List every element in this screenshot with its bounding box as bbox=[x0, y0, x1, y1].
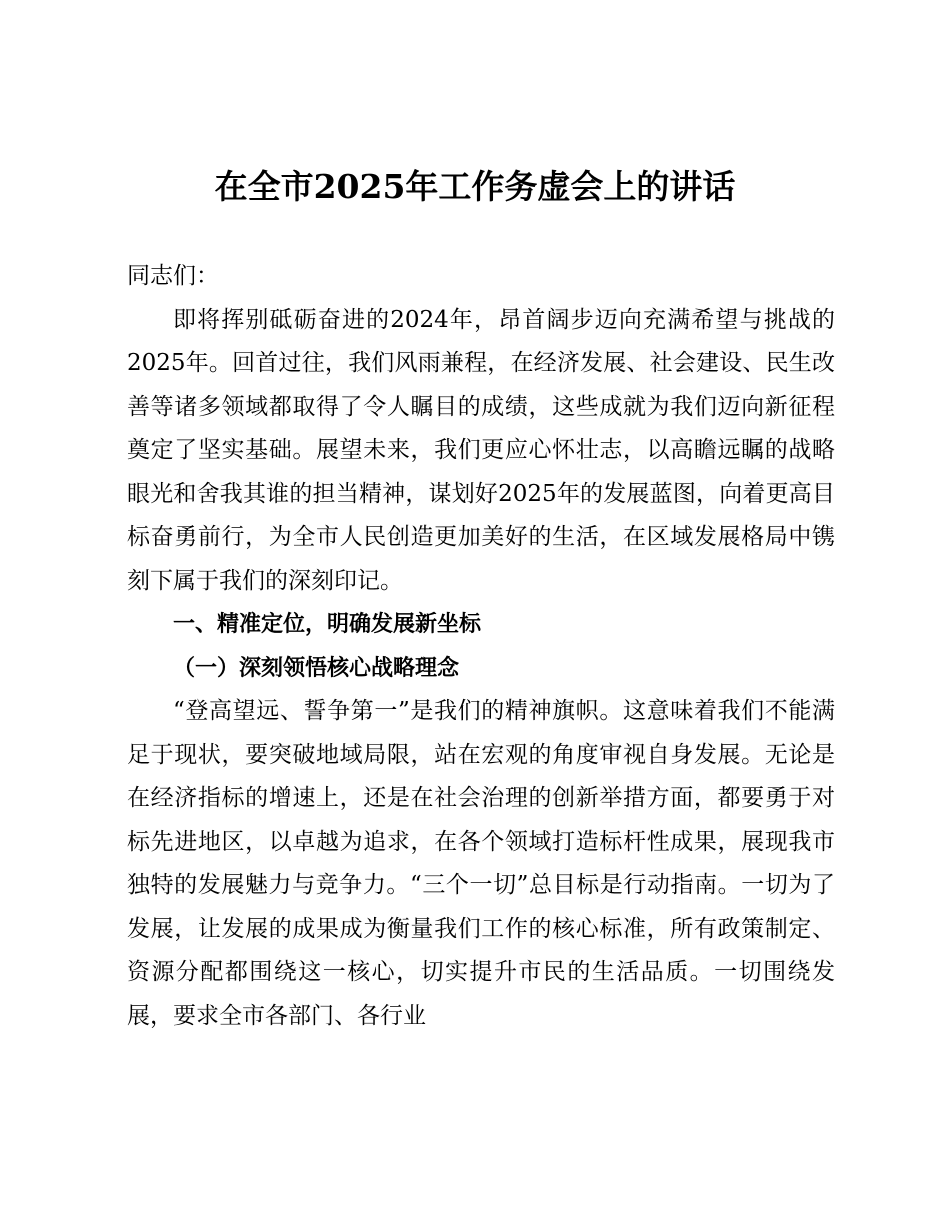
section-heading: 一、精准定位，明确发展新坐标 bbox=[173, 612, 482, 637]
intro-paragraph: 即将挥别砥砺奋进的2024年，昂首阔步迈向充满希望与挑战的2025年。回首过往，我们风雨兼程，在经济发展、社会建设、民生改善等诸多领域都取得了令人瞩目的成绩，这些成就为我们迈向新征程奠定了坚实基础。展望未来，我们更应心怀壮志，以高瞻远瞩的战略眼光和舍我其谁的担当精神，谋划好2025年的发展蓝图，向着更高目标奋勇前行，为全市人民创造更加美好的生活，在区域发展格局中镌刻下属于我们的深刻印记。 bbox=[127, 306, 835, 594]
salutation: 同志们： bbox=[127, 263, 219, 289]
document-body bbox=[127, 255, 835, 1038]
body-paragraph: “登高望远、誓争第一”是我们的精神旗帜。这意味着我们不能满足于现状，要突破地域局限，站在宏观的角度审视自身发展。无论是在经济指标的增速上，还是在社会治理的创新举措方面，都要勇于对标先进地区，以卓越为追求，在各个领域打造标杆性成果，展现我市独特的发展魅力与竞争力。“三个一切”总目标是行动指南。一切为了发展，让发展的成果成为衡量我们工作的核心标准，所有政策制定、资源分配都围绕这一核心，切实提升市民的生活品质。一切围绕发展，要求全市各部门、各行业 bbox=[127, 698, 835, 1029]
subsection-heading: （一）深刻领悟核心战略理念 bbox=[173, 654, 460, 681]
document-title: 在全市2025年工作务虚会上的讲话 bbox=[214, 167, 736, 206]
